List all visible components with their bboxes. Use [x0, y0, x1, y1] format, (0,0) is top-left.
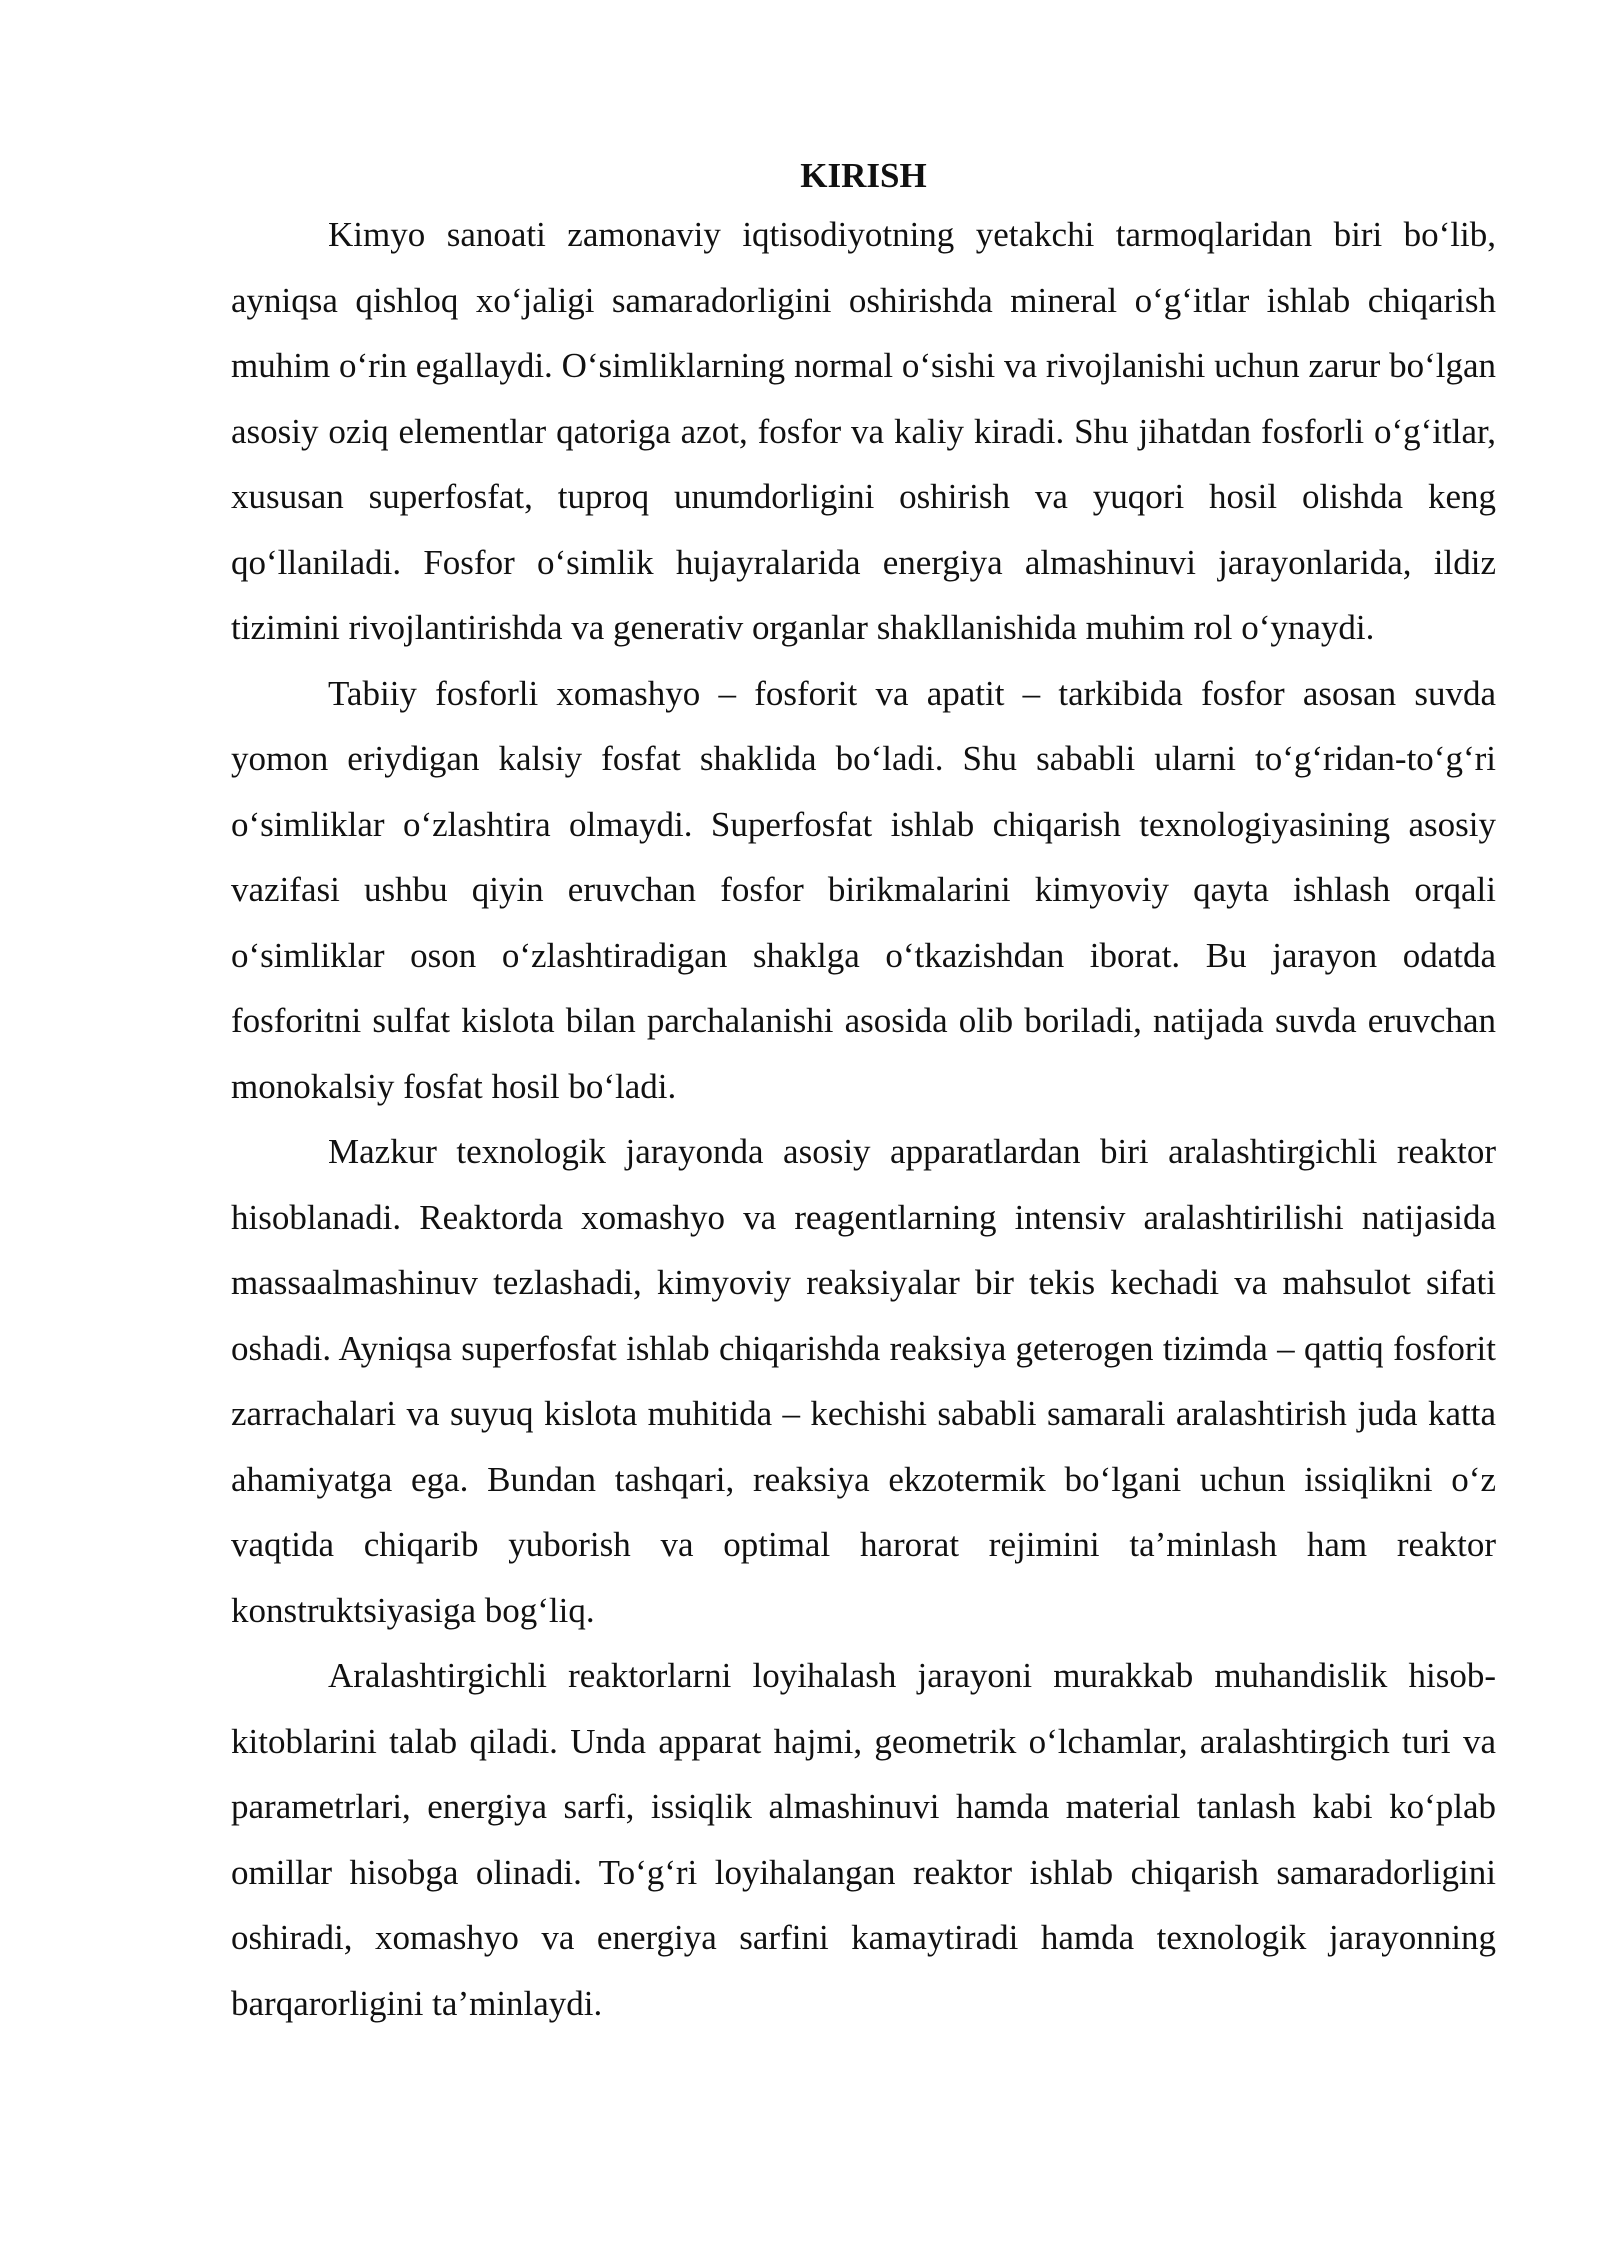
document-body: [231, 150, 1496, 2036]
page-title: KIRISH: [800, 156, 927, 195]
paragraph-2: Tabiiy fosforli xomashyo – fosforit va apatit – tarkibida fosfor asosan suvda yomon eriydigan kalsiy fosfat shaklida bo‘ladi. Shu sababli ularni to‘g‘ridan-to‘g‘ri o‘simliklar o‘zlashtira olmaydi. Superfosfat ishlab chiqarish texnologiyasining asosiy vazifasi ushbu qiyin eruvchan fosfor birikmalarini kimyoviy qayta ishlash orqali o‘simliklar oson o‘zlashtiradigan shaklga o‘tkazishdan iborat. Bu jarayon odatda fosforitni sulfat kislota bilan parchalanishi asosida olib boriladi, natijada suvda eruvchan monokalsiy fosfat hosil bo‘ladi.: [231, 673, 1496, 1106]
paragraph-1: Kimyo sanoati zamonaviy iqtisodiyotning yetakchi tarmoqlaridan biri bo‘lib, ayniqsa qishloq xo‘jaligi samaradorligini oshirishda mineral o‘g‘itlar ishlab chiqarish muhim o‘rin egallaydi. O‘simliklarning normal o‘sishi va rivojlanishi uchun zarur bo‘lgan asosiy oziq elementlar qatoriga azot, fosfor va kaliy kiradi. Shu jihatdan fosforli o‘g‘itlar, xususan superfosfat, tuproq unumdorligini oshirish va yuqori hosil olishda keng qo‘llaniladi. Fosfor o‘simlik hujayralarida energiya almashinuvi jarayonlarida, ildiz tizimini rivojlantirishda va generativ organlar shakllanishida muhim rol o‘ynaydi.: [231, 215, 1496, 647]
paragraph-3: Mazkur texnologik jarayonda asosiy apparatlardan biri aralashtirgichli reaktor hisoblanadi. Reaktorda xomashyo va reagentlarning intensiv aralashtirilishi natijasida massaalmashinuv tezlashadi, kimyoviy reaksiyalar bir tekis kechadi va mahsulot sifati oshadi. Ayniqsa superfosfat ishlab chiqarishda reaksiya geterogen tizimda – qattiq fosforit zarrachalari va suyuq kislota muhitida – kechishi sababli samarali aralashtirish juda katta ahamiyatga ega. Bundan tashqari, reaksiya ekzotermik bo‘lgani uchun issiqlikni o‘z vaqtida chiqarib yuborish va optimal harorat rejimini ta’minlash ham reaktor konstruktsiyasiga bog‘liq.: [231, 1132, 1496, 1630]
paragraph-4: Aralashtirgichli reaktorlarni loyihalash jarayoni murakkab muhandislik hisob-kitoblarini talab qiladi. Unda apparat hajmi, geometrik o‘lchamlar, aralashtirgich turi va parametrlari, energiya sarfi, issiqlik almashinuvi hamda material tanlash kabi ko‘plab omillar hisobga olinadi. To‘g‘ri loyihalangan reaktor ishlab chiqarish samaradorligini oshiradi, xomashyo va energiya sarfini kamaytiradi hamda texnologik jarayonning barqarorligini ta’minlaydi.: [231, 1656, 1496, 2023]
